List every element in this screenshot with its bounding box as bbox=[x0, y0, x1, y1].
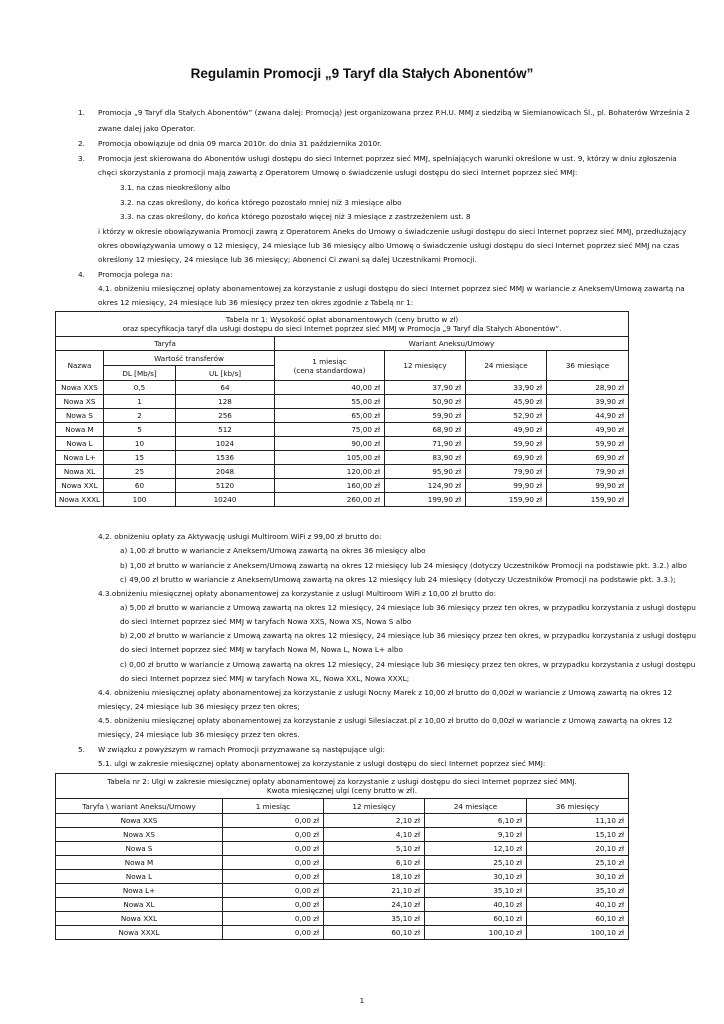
table-cell: 5120 bbox=[176, 479, 275, 493]
table-1 bbox=[55, 311, 629, 507]
table-cell: 60,10 zł bbox=[527, 912, 629, 926]
table-row bbox=[56, 912, 629, 926]
table-cell: 33,90 zł bbox=[466, 381, 547, 395]
table-cell: Nowa L bbox=[56, 870, 223, 884]
paragraph-line: b) 2,00 zł brutto w wariancie z Umową zawartą na okres 12 miesięcy, 24 miesiące lub 36 miesięcy przez ten okres, w przypadku korzystania z usługi dostępu bbox=[120, 631, 697, 640]
paragraph-line: a) 1,00 zł brutto w wariancie z Aneksem/Umową zawartą na okres 36 miesięcy albo bbox=[120, 546, 426, 555]
paragraph-line: Promocja obowiązuje od dnia 09 marca 2010r. do dnia 31 października 2010r. bbox=[98, 139, 382, 148]
table-cell: 18,10 zł bbox=[324, 870, 425, 884]
paragraph-line: 5.1. ulgi w zakresie miesięcznej opłaty abonamentowej za korzystanie z usługi dostępu do sieci Internet poprzez sieć MMJ: bbox=[98, 759, 546, 768]
table-cell: 60,10 zł bbox=[324, 926, 425, 940]
table-cell: 159,90 zł bbox=[547, 493, 629, 507]
table-cell: 40,10 zł bbox=[527, 898, 629, 912]
table-cell: Nowa XS bbox=[56, 828, 223, 842]
document-title: Regulamin Promocji „9 Taryf dla Stałych Abonentów” bbox=[190, 66, 534, 81]
table-cell: 128 bbox=[176, 395, 275, 409]
table-cell: 24,10 zł bbox=[324, 898, 425, 912]
table-cell: 512 bbox=[176, 423, 275, 437]
table-cell: 6,10 zł bbox=[425, 814, 527, 828]
item-number: 1. bbox=[78, 108, 85, 117]
paragraph-line: W związku z powyższym w ramach Promocji przyznawane są następujące ulgi: bbox=[98, 745, 385, 754]
table-cell: 160,00 zł bbox=[275, 479, 385, 493]
table-cell: 0,00 zł bbox=[223, 898, 324, 912]
table-cell: 83,90 zł bbox=[385, 451, 466, 465]
paragraph-line: c) 49,00 zł brutto w wariancie z Aneksem/Umową zawartą na okres 12 miesięcy lub 24 miesięcy (dotyczy Uczestników Promocji na podstawie pkt. 3.3.); bbox=[120, 575, 676, 584]
table-row bbox=[56, 395, 629, 409]
table-cell: 37,90 zł bbox=[385, 381, 466, 395]
paragraph-line: do sieci Internet poprzez sieć MMJ w taryfach Nowa XXS, Nowa XS, Nowa S albo bbox=[120, 617, 412, 626]
table-cell: Nowa M bbox=[56, 856, 223, 870]
table-cell: 11,10 zł bbox=[527, 814, 629, 828]
table-2-header-24m: 24 miesiące bbox=[425, 799, 527, 814]
table-cell: 75,00 zł bbox=[275, 423, 385, 437]
table-cell: Nowa XXL bbox=[56, 912, 223, 926]
paragraph-line: 4.2. obniżeniu opłaty za Aktywację usługi Multiroom WiFi z 99,00 zł brutto do: bbox=[98, 532, 382, 541]
table-cell: 59,90 zł bbox=[547, 437, 629, 451]
paragraph-line: miesięcy, 24 miesiące lub 36 miesięcy przez ten okres. bbox=[98, 730, 300, 739]
table-cell: 2,10 zł bbox=[324, 814, 425, 828]
table-cell: 79,90 zł bbox=[547, 465, 629, 479]
paragraph-line: 3.3. na czas określony, do końca którego pozostało więcej niż 3 miesiące z zastrzeżeniem ust. 8 bbox=[120, 212, 471, 221]
table-cell: 15,10 zł bbox=[527, 828, 629, 842]
table-2-header-taryfa: Taryfa \ wariant Aneksu/Umowy bbox=[56, 799, 223, 814]
table-cell: 4,10 zł bbox=[324, 828, 425, 842]
table-cell: 120,00 zł bbox=[275, 465, 385, 479]
table-2-header-36m: 36 miesięcy bbox=[527, 799, 629, 814]
table-cell: 40,00 zł bbox=[275, 381, 385, 395]
table-cell: 0,00 zł bbox=[223, 926, 324, 940]
table-row bbox=[56, 423, 629, 437]
paragraph-line: określony 12 miesięcy, 24 miesiące lub 36 miesięcy; Abonenci Ci zwani są dalej Uczestnikami Promocji. bbox=[98, 255, 477, 264]
table-cell: 30,10 zł bbox=[527, 870, 629, 884]
item-number: 2. bbox=[78, 139, 85, 148]
table-cell: Nowa XL bbox=[56, 465, 104, 479]
table-1-caption: Tabela nr 1: Wysokość opłat abonamentowych (ceny brutto w zł) oraz specyfikacja taryf dla usługi dostępu do sieci Internet poprzez sieć MMJ w Promocja „9 Taryf dla Stałych Abonentów”. bbox=[56, 312, 629, 337]
table-cell: 2048 bbox=[176, 465, 275, 479]
table-cell: 60 bbox=[104, 479, 176, 493]
paragraph-line: Promocja „9 Taryf dla Stałych Abonentów” (zwana dalej: Promocją) jest organizowana przez P.H.U. MMJ z siedzibą w Siemianowicach Śl., pl. Bohaterów Września 2 bbox=[98, 108, 691, 117]
table-cell: 0,00 zł bbox=[223, 870, 324, 884]
table-cell: 99,90 zł bbox=[466, 479, 547, 493]
paragraph-line: do sieci Internet poprzez sieć MMJ w taryfach Nowa M, Nowa L, Nowa L+ albo bbox=[120, 645, 404, 654]
table-cell: Nowa XL bbox=[56, 898, 223, 912]
table-cell: 52,90 zł bbox=[466, 409, 547, 423]
paragraph-line: 4.1. obniżeniu miesięcznej opłaty abonamentowej za korzystanie z usługi dostępu do sieci Internet poprzez sieć MMJ w wariancie z Aneksem/Umową zawartą na bbox=[98, 284, 685, 293]
table-row bbox=[56, 884, 629, 898]
item-number: 4. bbox=[78, 270, 85, 279]
table-cell: 105,00 zł bbox=[275, 451, 385, 465]
paragraph-line: do sieci Internet poprzez sieć MMJ w taryfach Nowa XL, Nowa XXL, Nowa XXXL; bbox=[120, 674, 410, 683]
table-cell: 12,10 zł bbox=[425, 842, 527, 856]
table-row bbox=[56, 437, 629, 451]
paragraph-line: c) 0,00 zł brutto w wariancie z Umową zawartą na okres 12 miesięcy, 24 miesiące lub 36 miesięcy przez ten okres, w przypadku korzystania z usługi dostępu bbox=[120, 660, 696, 669]
table-cell: Nowa M bbox=[56, 423, 104, 437]
table-cell: 199,90 zł bbox=[385, 493, 466, 507]
table-cell: 6,10 zł bbox=[324, 856, 425, 870]
paragraph-line: zwane dalej jako Operator. bbox=[98, 124, 196, 133]
table-cell: 15 bbox=[104, 451, 176, 465]
paragraph-line: Promocja polega na: bbox=[98, 270, 173, 279]
table-1-header-dl: DL [Mb/s] bbox=[104, 366, 176, 381]
table-row bbox=[56, 842, 629, 856]
table-cell: Nowa XXS bbox=[56, 381, 104, 395]
paragraph-line: miesięcy, 24 miesiące lub 36 miesięcy przez ten okres; bbox=[98, 702, 300, 711]
paragraph-line: 4.5. obniżeniu miesięcznej opłaty abonamentowej za korzystanie z usługi Silesiaczat.pl z 10,00 zł brutto do 0,00zł w wariancie z Umową zawartą na okres 12 bbox=[98, 716, 673, 725]
table-cell: 65,00 zł bbox=[275, 409, 385, 423]
table-cell: 44,90 zł bbox=[547, 409, 629, 423]
table-cell: Nowa XXXL bbox=[56, 493, 104, 507]
table-cell: Nowa L+ bbox=[56, 451, 104, 465]
table-2-caption: Tabela nr 2: Ulgi w zakresie miesięcznej opłaty abonamentowej za korzystanie z usługi dostępu do sieci Internet poprzez sieć MMJ. Kwota miesięcznej ulgi (ceny brutto w zł). bbox=[56, 774, 629, 799]
table-cell: 35,10 zł bbox=[324, 912, 425, 926]
table-cell: Nowa XXS bbox=[56, 814, 223, 828]
table-cell: 100,10 zł bbox=[527, 926, 629, 940]
table-cell: 60,10 zł bbox=[425, 912, 527, 926]
table-cell: 59,90 zł bbox=[385, 409, 466, 423]
table-row bbox=[56, 493, 629, 507]
table-cell: 1536 bbox=[176, 451, 275, 465]
table-cell: 69,90 zł bbox=[547, 451, 629, 465]
table-1-header-36m: 36 miesiące bbox=[547, 351, 629, 381]
table-cell: 64 bbox=[176, 381, 275, 395]
table-cell: 71,90 zł bbox=[385, 437, 466, 451]
table-1-header-wartosc: Wartość transferów bbox=[104, 351, 275, 366]
table-cell: 50,90 zł bbox=[385, 395, 466, 409]
table-row bbox=[56, 898, 629, 912]
table-cell: 0,00 zł bbox=[223, 856, 324, 870]
table-cell: Nowa XXXL bbox=[56, 926, 223, 940]
paragraph-line: 4.4. obniżeniu miesięcznej opłaty abonamentowej za korzystanie z usługi Nocny Marek z 10,00 zł brutto do 0,00zł w wariancie z Umową zawartą na okres 12 bbox=[98, 688, 673, 697]
paragraph-line: 3.2. na czas określony, do końca którego pozostało mniej niż 3 miesiące albo bbox=[120, 198, 402, 207]
table-cell: 45,90 zł bbox=[466, 395, 547, 409]
table-cell: Nowa S bbox=[56, 409, 104, 423]
table-cell: 0,5 bbox=[104, 381, 176, 395]
table-cell: 0,00 zł bbox=[223, 814, 324, 828]
table-row bbox=[56, 870, 629, 884]
table-cell: Nowa L bbox=[56, 437, 104, 451]
table-2-header-1m: 1 miesiąc bbox=[223, 799, 324, 814]
table-cell: Nowa S bbox=[56, 842, 223, 856]
table-cell: 90,00 zł bbox=[275, 437, 385, 451]
table-cell: 35,10 zł bbox=[425, 884, 527, 898]
table-cell: 5,10 zł bbox=[324, 842, 425, 856]
table-1-header-wariant: Wariant Aneksu/Umowy bbox=[275, 337, 629, 351]
table-cell: 0,00 zł bbox=[223, 842, 324, 856]
table-cell: Nowa L+ bbox=[56, 884, 223, 898]
table-row bbox=[56, 451, 629, 465]
table-cell: 1 bbox=[104, 395, 176, 409]
item-number: 5. bbox=[78, 745, 85, 754]
table-cell: 0,00 zł bbox=[223, 828, 324, 842]
page-number: 1 bbox=[359, 996, 365, 1005]
table-cell: 25,10 zł bbox=[527, 856, 629, 870]
table-cell: 59,90 zł bbox=[466, 437, 547, 451]
table-row bbox=[56, 814, 629, 828]
table-cell: 49,90 zł bbox=[466, 423, 547, 437]
table-1-header-nazwa: Nazwa bbox=[56, 351, 104, 381]
table-2 bbox=[55, 773, 629, 940]
table-cell: 5 bbox=[104, 423, 176, 437]
table-cell: 40,10 zł bbox=[425, 898, 527, 912]
table-cell: 95,90 zł bbox=[385, 465, 466, 479]
table-cell: 69,90 zł bbox=[466, 451, 547, 465]
table-cell: 100,10 zł bbox=[425, 926, 527, 940]
table-cell: 159,90 zł bbox=[466, 493, 547, 507]
table-row bbox=[56, 479, 629, 493]
table-cell: 2 bbox=[104, 409, 176, 423]
table-row bbox=[56, 409, 629, 423]
table-2-header-12m: 12 miesięcy bbox=[324, 799, 425, 814]
table-row bbox=[56, 856, 629, 870]
table-1-header-taryfa: Taryfa bbox=[56, 337, 275, 351]
table-cell: 256 bbox=[176, 409, 275, 423]
table-1-header-ul: UL [kb/s] bbox=[176, 366, 275, 381]
item-number: 3. bbox=[78, 154, 85, 163]
paragraph-line: okres 12 miesięcy, 24 miesiące lub 36 miesięcy przez ten okres zgodnie z Tabelą nr 1: bbox=[98, 298, 414, 307]
table-1-header-24m: 24 miesiące bbox=[466, 351, 547, 381]
table-cell: 20,10 zł bbox=[527, 842, 629, 856]
table-row bbox=[56, 381, 629, 395]
table-row bbox=[56, 926, 629, 940]
table-cell: 79,90 zł bbox=[466, 465, 547, 479]
table-cell: 21,10 zł bbox=[324, 884, 425, 898]
table-cell: 55,00 zł bbox=[275, 395, 385, 409]
paragraph-line: b) 1,00 zł brutto w wariancie z Aneksem/Umową zawartą na okres 12 miesięcy lub 24 miesięcy (dotyczy Uczestników Promocji na podstawie pkt. 3.2.) albo bbox=[120, 561, 687, 570]
table-1-header-1m: 1 miesiąc (cena standardowa) bbox=[275, 351, 385, 381]
table-cell: 124,90 zł bbox=[385, 479, 466, 493]
table-cell: 0,00 zł bbox=[223, 884, 324, 898]
table-cell: 49,90 zł bbox=[547, 423, 629, 437]
table-cell: 9,10 zł bbox=[425, 828, 527, 842]
table-cell: 10240 bbox=[176, 493, 275, 507]
paragraph-line: 3.1. na czas nieokreślony albo bbox=[120, 183, 231, 192]
paragraph-line: okres obowiązywania umowy o 12 miesięcy, 24 miesiące lub 36 miesięcy albo Umowę o świadczenie usługi dostępu do sieci Internet poprzez sieć MMJ na czas bbox=[98, 241, 680, 250]
table-cell: 10 bbox=[104, 437, 176, 451]
table-cell: 1024 bbox=[176, 437, 275, 451]
table-1-header-12m: 12 miesięcy bbox=[385, 351, 466, 381]
table-row bbox=[56, 828, 629, 842]
table-row bbox=[56, 465, 629, 479]
table-cell: 35,10 zł bbox=[527, 884, 629, 898]
table-cell: 260,00 zł bbox=[275, 493, 385, 507]
paragraph-line: 4.3.obniżeniu miesięcznej opłaty abonamentowej za korzystanie z usługi Multiroom WiFi z 10,00 zł brutto do: bbox=[98, 589, 497, 598]
paragraph-line: a) 5,00 zł brutto w wariancie z Umową zawartą na okres 12 miesięcy, 24 miesiące lub 36 miesięcy przez ten okres, w przypadku korzystania z usługi dostępu bbox=[120, 603, 696, 612]
table-cell: 68,90 zł bbox=[385, 423, 466, 437]
table-cell: 25 bbox=[104, 465, 176, 479]
table-cell: 25,10 zł bbox=[425, 856, 527, 870]
table-cell: 39,90 zł bbox=[547, 395, 629, 409]
paragraph-line: chęci skorzystania z promocji mają zawartą z Operatorem Umowę o świadczenie usługi dostępu do sieci Internet poprzez sieć MMJ: bbox=[98, 168, 578, 177]
paragraph-line: Promocja jest skierowana do Abonentów usługi dostępu do sieci Internet poprzez sieć MMJ, spełniających warunki określone w ust. 9, którzy w dniu zgłoszenia bbox=[98, 154, 677, 163]
table-cell: 30,10 zł bbox=[425, 870, 527, 884]
table-cell: 100 bbox=[104, 493, 176, 507]
paragraph-line: i którzy w okresie obowiązywania Promocji zawrą z Operatorem Aneks do Umowy o świadczenie usługi dostępu do sieci Internet poprzez sieć MMJ, przedłużający bbox=[98, 227, 687, 236]
table-cell: 28,90 zł bbox=[547, 381, 629, 395]
table-cell: Nowa XXL bbox=[56, 479, 104, 493]
table-cell: Nowa XS bbox=[56, 395, 104, 409]
table-cell: 0,00 zł bbox=[223, 912, 324, 926]
table-cell: 99,90 zł bbox=[547, 479, 629, 493]
